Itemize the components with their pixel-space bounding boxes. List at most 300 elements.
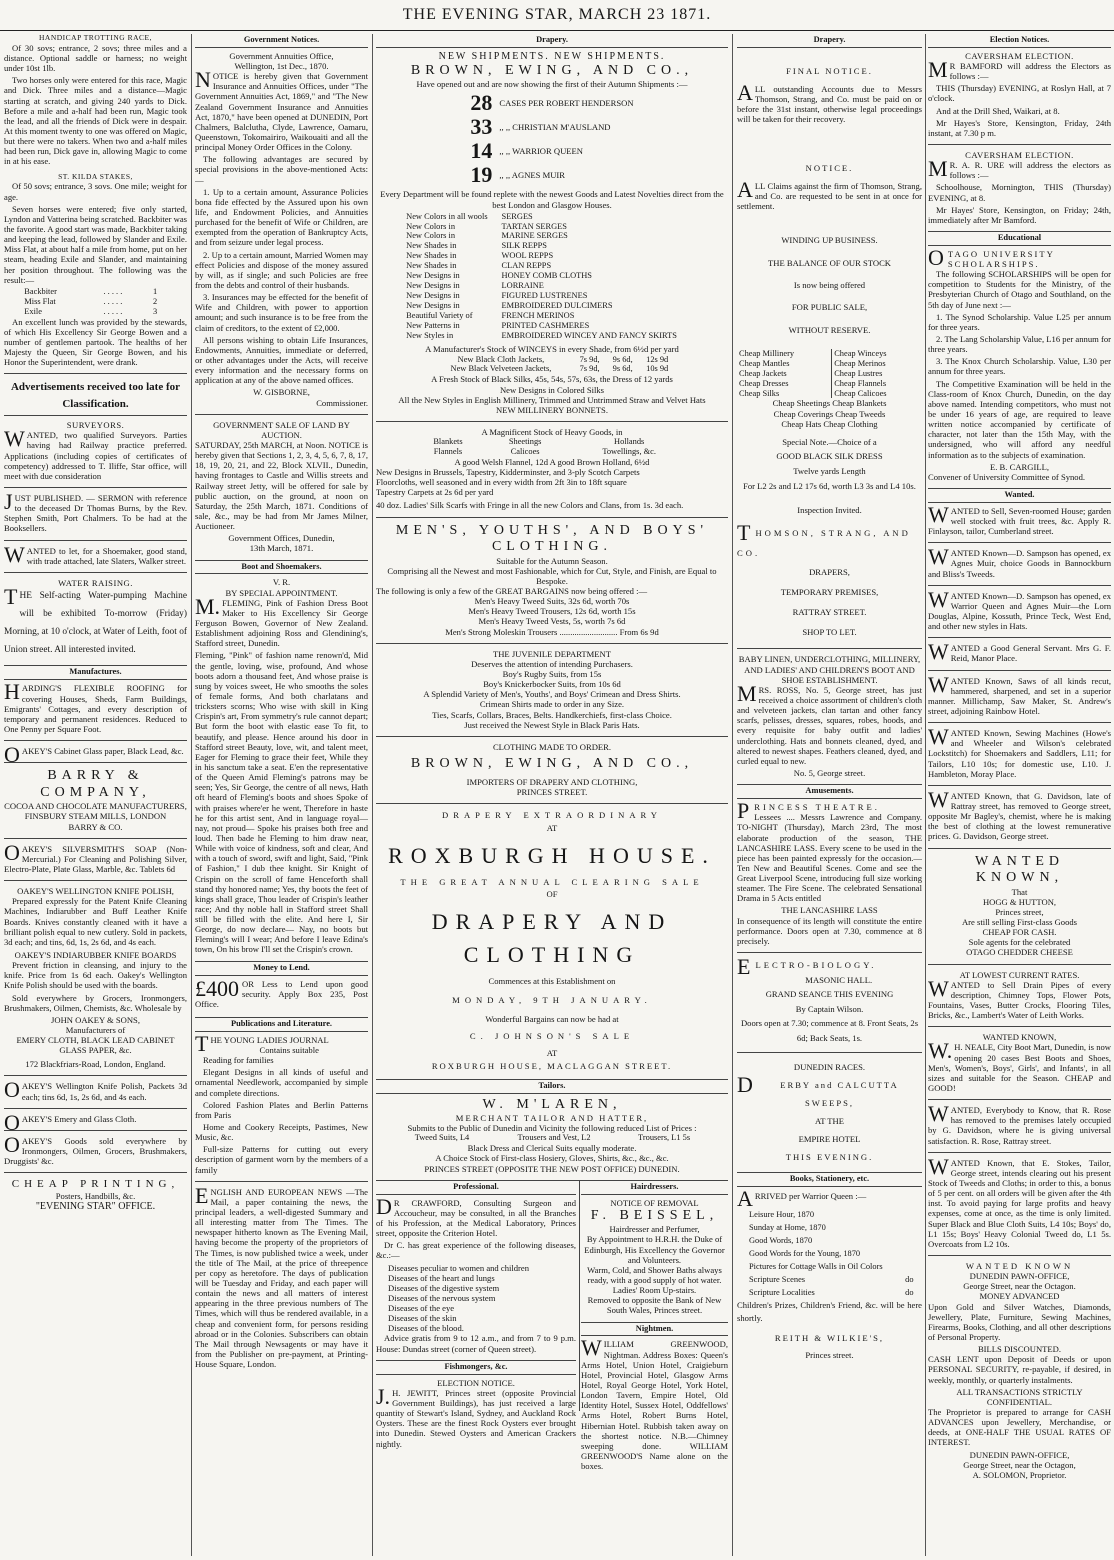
intro: Have opened out and are now showing the first of their Autumn Shipments :— bbox=[416, 79, 688, 90]
scholarship-ad bbox=[928, 244, 1111, 482]
mclaren-text: Submits to the Public of Dunedin and Vicinity the following reduced List of Prices : bbox=[407, 1123, 697, 1134]
divider bbox=[4, 1075, 187, 1076]
shipments-heading: NEW SHIPMENTS. NEW SHIPMENTS. bbox=[438, 50, 666, 62]
millinery-text: All the New Styles in English Millinery, Trimmed and Untrimmed Straw and Velvet Hats bbox=[398, 394, 706, 405]
handicap-article bbox=[4, 43, 187, 167]
scholarship-heading: OTAGO UNIVERSITY SCHOLARSHIPS. bbox=[928, 244, 1055, 270]
paragraph: THIS (Thursday) EVENING, at Roslyn Hall, at 7 o'clock. bbox=[928, 83, 1111, 104]
table-row bbox=[404, 231, 700, 241]
beissel-text-3: Removed to opposite the Bank of New South Wales, Princes street. bbox=[587, 1295, 722, 1316]
beissel-ad bbox=[581, 1198, 728, 1316]
divider bbox=[928, 670, 1111, 671]
knife-heading: OAKEY'S WELLINGTON KNIFE POLISH, bbox=[17, 886, 174, 897]
book-note bbox=[903, 1208, 917, 1221]
jacket-price: 9s 6d, bbox=[612, 364, 633, 374]
goods-label: New Colors in bbox=[406, 231, 456, 241]
case-label: CASES PER ROBERT HENDERSON bbox=[499, 98, 634, 109]
of-text: OF bbox=[546, 889, 558, 900]
reith-name: REITH & WILKIE'S, bbox=[774, 1332, 885, 1343]
paragraph: MRS. ROSS, No. 5, George street, has just received a choice assortment of children's cloth and velveteen jackets, clan tartan and other fancy scarfs, pelisses, dresses, squares, robes, hoods, and every requisite for baby outfit and ladies' underclothing. Hats and bonnets cleaned, dyed, and altered to newest shapes. Feathers cleaned, dyed, and curled equal to new. bbox=[737, 680, 922, 766]
neale-ad bbox=[928, 1032, 1111, 1093]
printing-ad bbox=[4, 1178, 187, 1213]
table-row bbox=[737, 359, 922, 369]
claims-notice bbox=[737, 163, 922, 212]
result-name: Miss Flat bbox=[24, 296, 56, 306]
column-5 bbox=[928, 34, 1111, 1556]
paragraph: WANTED Known, that E. Stokes, Tailor, George street, intends clearing out his present Stock of Tweeds and Cloths; in order to this, a bonus of 5 per cent. on all orders will be given after the 4th inst. To avoid paying for large profits and heavy expenses, come at once, as the time is only limited. Super Black and Blue Cloth Suits, L4 10s; Boys' do, L1 15s; Boys' Heavy Colonial Tweed do, L1 5s. Overcoats from L2 10s. bbox=[928, 1153, 1111, 1249]
ross-ad bbox=[737, 654, 922, 778]
hogg-name: HOGG & HUTTON, bbox=[982, 896, 1057, 907]
goods-label: New Shades in bbox=[406, 251, 457, 261]
bonnets-text: NEW MILLINERY BONNETS. bbox=[496, 404, 608, 415]
suit-item: Men's Heavy Tweed Trousers, 12s 6d, worth 15s bbox=[468, 606, 636, 617]
pawn-signature: A. SOLOMON, Proprietor. bbox=[972, 1469, 1067, 1480]
balance-text: THE BALANCE OF OUR STOCK bbox=[767, 257, 892, 268]
silk-heading: GOOD BLACK SILK DRESS bbox=[776, 451, 883, 462]
final-notice bbox=[737, 66, 922, 125]
goods-label: New Designs in bbox=[406, 271, 460, 281]
goods-value: EMBROIDERED DULCIMERS bbox=[501, 300, 613, 310]
table-row bbox=[404, 222, 700, 232]
final-heading: FINAL NOTICE. bbox=[786, 65, 873, 76]
tapestry-text: Tapestry Carpets at 2s 6d per yard bbox=[376, 487, 494, 498]
poem: Fleming, "Pink" of fashion name renown'd, Mid the gentle, loving, wise, profound, And whose boots adorn a thousand feet, And whose praise is sung by voices sweet, He who smooths the soles of female forms, And both charlatans and tricksters scorns; Who wise with skill in King Crispin's art, From symmetry's rule cannot depart; But form the boot with elastic ease To fit, to beautify, and please. Hence around his door in Stafford street Beauty, love, wit, and talent meet, Eager for Fleming to grace their feet, While they in his sanctum take a seat. E'en the representative of the Queen Amid Fleming's patrons may be seen; Yes, Sir George, the centre of all news, Hath oft heard of Fleming's boots and shoes Spoke of with praises where'er he went, Therefore in haste he for this artist sent, And in language royal—nay, not proud— Spoke his praises both free and loud. Then bade he Fleming to him draw near, While with voice of kindness, soft and clear, And with a touch of sword, swift and light, Said, "Pink of Fashion," I dub thee knight. Sir Knight of Crispin on the scroll of fame Henceforth shall stand thy honored name; Yes, thy boots the feet of kings shall grace, Thou leader of Crispin's leather race; And thy noble hall in Stafford street Shall still be filled with the elite. And here I, Sir George, do now declare— Nay, no boots but Fleming's will I wear; And before I leave Edina's town, On his brow I'll set the Crispin's crown. bbox=[195, 650, 368, 955]
result-pos: 3 bbox=[152, 306, 158, 316]
lowest-rates: AT LOWEST CURRENT RATES. bbox=[959, 969, 1080, 980]
made-to-order: CLOTHING MADE TO ORDER. bbox=[492, 741, 612, 752]
pawn-heading: WANTED KNOWN bbox=[965, 1260, 1074, 1271]
crimean-text-2: Crimean Shirts made to order in any Size. bbox=[479, 699, 625, 710]
table-row bbox=[404, 281, 700, 291]
paragraph: WANTED Known, Saws of all kinds recut, hammered, sharpened, and set in a superior manner. Millichamp, Saw Maker, St. Andrew's street, adjoining Rainbow Hotel. bbox=[928, 671, 1111, 717]
table-row bbox=[404, 212, 700, 222]
goods-label: New Shades in bbox=[406, 261, 457, 271]
table-row bbox=[469, 139, 634, 163]
goods-value: SILK REPPS bbox=[501, 241, 547, 251]
paragraph: M.FLEMING, Pink of Fashion Dress Boot Maker to His Excellency Sir George Ferguson Bowen, Governor of New Zealand. Establishment adjoining Ross and Glendining's, Stafford street, Dunedin. bbox=[195, 593, 368, 649]
list-item: Colored Fashion Plates and Berlin Patterns from Paris bbox=[195, 1099, 368, 1120]
amusements-heading: Amusements. bbox=[737, 784, 922, 799]
price: Trousers, L1 5s bbox=[638, 1133, 691, 1143]
electro-heading: ELECTRO-BIOLOGY. bbox=[737, 954, 877, 980]
appointment: BY SPECIAL APPOINTMENT. bbox=[225, 587, 338, 598]
removal-heading: NOTICE OF REMOVAL bbox=[610, 1197, 699, 1208]
jewitt-ad bbox=[376, 1383, 576, 1449]
book-note: do bbox=[905, 1287, 914, 1297]
dots: . . . . . bbox=[103, 296, 123, 306]
table-row bbox=[404, 321, 700, 331]
table-row bbox=[394, 1133, 711, 1143]
paragraph: WANTED a Good General Servant. Mrs G. F. Reid, Manor Place. bbox=[928, 639, 1111, 665]
goods-label: New Colors in all wools bbox=[406, 211, 488, 221]
divider bbox=[928, 144, 1111, 145]
book-note bbox=[903, 1247, 917, 1260]
table-row bbox=[22, 287, 168, 297]
paragraph: Prevent friction in cleansing, and injury to the knife. Price from 1s 6d each. Oakey's Wellington Knife Polish should be used with the boards. bbox=[4, 960, 187, 991]
at-text: AT bbox=[546, 1047, 558, 1058]
pawn-name: DUNEDIN PAWN-OFFICE, bbox=[969, 1271, 1070, 1282]
table-row bbox=[747, 1247, 917, 1260]
royal-cipher: V. R. bbox=[272, 577, 291, 588]
column-3 bbox=[376, 34, 728, 1556]
book-note bbox=[903, 1221, 917, 1234]
table-row bbox=[429, 355, 675, 365]
paragraph: The following SCHOLARSHIPS will be open for competition to Students for the Ministry, of the Presbyterian Church of Otago and Southland, on the 5th day of June next :— bbox=[928, 269, 1111, 310]
table-row bbox=[404, 311, 700, 321]
juvenile-ad bbox=[376, 649, 728, 730]
paragraph: OAKEY'S Wellington Knife Polish, Packets 3d each; tins 6d, 1s, 2s 6d, and 4s each. bbox=[4, 1077, 187, 1103]
journal-ad bbox=[195, 1030, 368, 1175]
book-note: do bbox=[905, 1274, 914, 1284]
paragraph: WANTED to Sell, Seven-roomed House; garden well stocked with fruit trees, &c. Apply R. Finlayson, tailor, Cumberland street. bbox=[928, 501, 1111, 537]
list-item: 2. The Lang Scholarship Value, L16 per annum for three years. bbox=[928, 334, 1111, 355]
mclaren-sub: MERCHANT TAILOR AND HATTER, bbox=[455, 1113, 649, 1124]
fishmongers-heading: Fishmongers, &c. bbox=[376, 1360, 576, 1375]
barry-ad bbox=[4, 768, 187, 831]
notice-heading: NOTICE. bbox=[805, 162, 854, 173]
paragraph: Children's Prizes, Children's Friend, &c. will be here shortly. bbox=[737, 1300, 922, 1324]
wanted-ad bbox=[928, 639, 1111, 665]
brown-ewing-address: PRINCES STREET. bbox=[516, 786, 588, 797]
divider bbox=[4, 1130, 187, 1131]
divider bbox=[4, 880, 187, 881]
disease-item: Diseases of the digestive system bbox=[388, 1282, 500, 1293]
goods-label: New Colors in bbox=[406, 221, 456, 231]
item: Cheap Merinos bbox=[834, 358, 886, 368]
paragraph: WANTED Known—D. Sampson has opened, ex Agnes Muir, choice Goods in Bannockburn and Bliss's Tweeds. bbox=[928, 544, 1111, 579]
jacket-label: New Black Velveteen Jackets, bbox=[450, 364, 552, 374]
goods-label: New Designs in bbox=[406, 290, 460, 300]
jacket-price: 7s 9d, bbox=[579, 364, 600, 374]
theatre-name: PRINCESS THEATRE. bbox=[737, 798, 880, 824]
juvenile-heading: THE JUVENILE DEPARTMENT bbox=[492, 648, 612, 659]
winding-up-ad bbox=[737, 229, 922, 341]
divider bbox=[928, 964, 1111, 965]
arrived-text: ARRIVED per Warrior Queen :— bbox=[737, 1185, 867, 1211]
lancashire: THE LANCASHIRE LASS bbox=[781, 905, 878, 916]
barry-name: BARRY & COMPANY, bbox=[40, 768, 151, 800]
table-row bbox=[404, 301, 700, 311]
wanted-ad bbox=[928, 671, 1111, 717]
paragraph: MR. A. R. URE will address the electors as follows :— bbox=[928, 156, 1111, 182]
item: Calicoes bbox=[510, 446, 540, 456]
paragraph: SATURDAY, 25th MARCH, at Noon. NOTICE is hereby given that Sections 1, 2, 3, 4, 5, 6, 7, 8, 17, 18, 19, 20, 21, and 22, Block XLVII., Dunedin, having frontages to Castle and Willis streets and Railway street Jetty, will be offered for sale by public auction, on the ground, at noon on Saturday, the 25th March, 1871. Conditions of sale, &c., may be had from Mr James Milner, Auctioneer. bbox=[195, 439, 368, 532]
dots: . . . . . bbox=[103, 286, 123, 296]
goods-value: FRENCH MERINOS bbox=[501, 310, 575, 320]
paragraph: Lessees .... Messrs Lawrence and Company. TO-NIGHT (Thursday), March 23rd, The most elaborate production of the season, THE LANCASHIRE LASS. Every scene to be used in the piece has been painted expressly for the occasion.—Ten New and Beautiful Scenes. Come and see the Great Liverpool Scene, introducing full size working steamer. The Fire Scene. The celebrated Sensational Drama in 5 Acts entitled bbox=[737, 812, 922, 904]
scarfs-text: 40 doz. Ladies' Silk Scarfs with Fringe in all the new Colors and Clans, from 1s. 3d each. bbox=[376, 500, 684, 511]
annuities-signature: W. GISBORNE, bbox=[253, 387, 310, 398]
mclaren-address: PRINCES STREET (OPPOSITE THE NEW POST OFFICE) DUNEDIN. bbox=[424, 1163, 680, 1174]
bottom-split bbox=[376, 1180, 728, 1472]
paragraph: Dr C. has great experience of the following diseases, &c.:— bbox=[376, 1240, 576, 1261]
hogg-that: That bbox=[1011, 886, 1028, 897]
table-row bbox=[747, 1286, 917, 1299]
empire-hotel: EMPIRE HOTEL bbox=[798, 1133, 861, 1144]
item: Cheap Flannels bbox=[834, 378, 887, 388]
disease-item: Diseases peculiar to women and children bbox=[388, 1262, 530, 1273]
silks-text: A Fresh Stock of Black Silks, 45s, 54s, 57s, 63s, the Dress of 12 yards bbox=[431, 374, 673, 385]
fleming-ad bbox=[195, 577, 368, 954]
divider bbox=[737, 1052, 922, 1053]
races-heading: DUNEDIN RACES. bbox=[793, 1061, 866, 1072]
table-row bbox=[469, 163, 634, 187]
knife-polish-ad bbox=[4, 886, 187, 1069]
table-row bbox=[404, 251, 700, 261]
list-item: Reading for families bbox=[203, 1055, 274, 1066]
item: Towellings, &c. bbox=[602, 446, 656, 456]
case-count: 33 bbox=[470, 114, 493, 140]
result-name: Backbiter bbox=[24, 286, 57, 296]
drapers-text: DRAPERS, bbox=[809, 567, 850, 578]
divider bbox=[4, 838, 187, 839]
paragraph: Of 50 sovs; entrance, 3 sovs. One mile; weight for age. bbox=[4, 181, 187, 202]
paragraph: Advice gratis from 9 to 12 a.m., and from 7 to 9 p.m. House: Dundas street (corner of Queen street). bbox=[376, 1333, 576, 1354]
paragraph: WANTED, two qualified Surveyors. Parties having had Railway practice preferred. Applications (including copies of certificates of competency) addressed to T. Iliffe, Star office, will meet with due consideration bbox=[4, 426, 187, 481]
boot-heading: Boot and Shoemakers. bbox=[195, 560, 368, 575]
colored-silks-text: New Designs in Colored Silks bbox=[499, 384, 605, 395]
item: Blankets bbox=[433, 437, 463, 447]
divider bbox=[376, 517, 728, 518]
without-text: WITHOUT RESERVE. bbox=[788, 324, 871, 335]
divider bbox=[376, 803, 728, 804]
roxburgh-house: ROXBURGH HOUSE. bbox=[388, 842, 716, 868]
clearing-heading: THE GREAT ANNUAL CLEARING SALE bbox=[400, 876, 704, 887]
goods-value: WOOL REPPS bbox=[501, 251, 554, 261]
beissel-text-2: Warm, Cold, and Shower Baths always ready, with a good supply of hot water. Ladies' Room Up-stairs. bbox=[587, 1264, 722, 1296]
stakes-article bbox=[4, 181, 187, 367]
item: Cheap Winceys bbox=[834, 348, 887, 358]
paragraph: Schoolhouse, Mornington, THIS (Thursday) EVENING, at 8. bbox=[928, 182, 1111, 203]
paragraph: WANTED, Everybody to Know, that R. Rose has removed to the premises lately occupied by G. Davidson, where he is giving universal satisfaction. R. Rose, Rattray street. bbox=[928, 1101, 1111, 1146]
heavy-goods-heading: A Magnificent Stock of Heavy Goods, in bbox=[481, 426, 623, 437]
list-item: 1. The Synod Scholarship. Value L25 per annum for three years. bbox=[928, 311, 1111, 332]
table-row bbox=[411, 447, 693, 457]
goods-value: TARTAN SERGES bbox=[501, 221, 567, 231]
barry-address: FINSBURY STEAM MILLS, LONDON bbox=[24, 811, 167, 822]
cheap-more bbox=[737, 398, 922, 428]
neale-heading: WANTED KNOWN, bbox=[982, 1032, 1057, 1043]
pawn-address-2: George Street, near the Octagon, bbox=[963, 1459, 1076, 1470]
at-the: AT THE bbox=[814, 1115, 845, 1126]
table-row bbox=[22, 297, 168, 307]
list-item: 2. Up to a certain amount, Married Women may effect Policies and dispose of the money assured by will, as if single; and such Policies are free from the debts and control of their husbands. bbox=[195, 249, 368, 290]
crimean-text: A Splendid Variety of Men's, Youths', and Boys' Crimean and Dress Shirts. bbox=[423, 689, 681, 700]
surveyors-heading: SURVEYORS. bbox=[66, 420, 125, 431]
goods-value: LORRAINE bbox=[501, 280, 544, 290]
divider bbox=[928, 542, 1111, 543]
barry-signature: BARRY & CO. bbox=[68, 821, 123, 832]
mclaren-text-2: Black Dress and Clerical Suits equally moderate. bbox=[467, 1143, 637, 1154]
water-heading: WATER RAISING. bbox=[58, 577, 133, 588]
educational-heading: Educational bbox=[928, 231, 1111, 246]
special-note: Special Note.—Choice of a bbox=[782, 436, 877, 447]
boards-heading: OAKEY'S INDIARUBBER KNIFE BOARDS bbox=[14, 949, 177, 960]
paragraph: WANTED to let, for a Shoemaker, good stand, with trade attached, late Slaters, Walker street. bbox=[4, 541, 187, 567]
races-ad bbox=[737, 1058, 922, 1166]
clothing-text: Comprising all the Newest and most Fashionable, which for Cut, Style, and Finish, are Equal to Bespoke. bbox=[387, 565, 717, 586]
divider bbox=[376, 736, 728, 737]
table-row bbox=[429, 364, 675, 374]
item: Cheap Lustres bbox=[834, 368, 883, 378]
divider bbox=[4, 487, 187, 488]
table-row bbox=[747, 1273, 917, 1286]
thomson-name: THOMSON, STRANG, AND CO. bbox=[737, 519, 911, 558]
goods-label: New Designs in bbox=[406, 280, 460, 290]
mclaren-prices bbox=[394, 1133, 711, 1143]
monday-date: MONDAY, 9TH JANUARY. bbox=[452, 995, 652, 1006]
divider bbox=[737, 952, 922, 953]
table-row bbox=[404, 271, 700, 281]
paragraph: Prepared expressly for the Patent Knife Cleaning Machines, Indiarubber and Buff Leather Knife Boards. Knives constantly cleaned with it have a brilliant polish equal to new cutlery. Sold in packets, 3d each; and tins, 6d, 1s, 2s 6d, and 4s each. bbox=[4, 896, 187, 947]
case-label: ,, ,, WARRIOR QUEEN bbox=[499, 146, 584, 157]
oakey-sons: JOHN OAKEY & SONS, bbox=[51, 1014, 140, 1025]
goods-label: New Styles in bbox=[406, 330, 454, 340]
book-title: Leisure Hour, 1870 bbox=[749, 1209, 815, 1219]
results-table bbox=[22, 287, 168, 317]
book-note bbox=[903, 1234, 917, 1247]
thomson-ad bbox=[737, 519, 922, 643]
suit-item: Men's Heavy Tweed Vests, 5s, worth 7s 6d bbox=[478, 616, 626, 627]
divider bbox=[376, 421, 728, 422]
divider bbox=[4, 1172, 187, 1173]
paragraph: CASH LENT upon Deposit of Deeds or upon PERSONAL SECURITY, re-payable, if desired, in weekly, monthly, or quarterly instalments. bbox=[928, 1354, 1111, 1385]
disease-item: Diseases of the nervous system bbox=[388, 1292, 496, 1303]
paragraph: The Competitive Examination will be held in the Class-room of Knox Church, Dunedin, on the day above named. Intending competitors, who must not be under 16 years of age, are required to leave written notice accompanied by certificate of character, not later than the 15th May, with the undersigned, who will afford any needful information as to the subjects of examination. bbox=[928, 378, 1111, 460]
land-sale-notice bbox=[195, 420, 368, 554]
paragraph: OAKEY'S SILVERSMITH'S SOAP (Non-Mercurial.) For Cleaning and Polishing Silver, Electro-Plate, Plate Glass, Marble, &c. Tablets 6d bbox=[4, 839, 187, 874]
price: Trousers and Vest, L2 bbox=[517, 1133, 591, 1143]
annuities-date: Wellington, 1st Dec., 1870. bbox=[234, 61, 329, 72]
masonic-hall: MASONIC HALL. bbox=[805, 974, 873, 985]
hogg-cash: CHEAP FOR CASH. bbox=[982, 927, 1057, 938]
electro-ad bbox=[737, 954, 922, 1046]
oakey-emery-ad bbox=[4, 1109, 187, 1135]
paragraph: An excellent lunch was provided by the stewards, of which His Excellency Sir George Bowen and a number of gentlemen partook. The healths of her Majesty the Queen, Sir George Bowen, and his Honor the Superintendent, were drank. bbox=[4, 316, 187, 368]
divider bbox=[928, 848, 1111, 849]
masthead: THE EVENING STAR, MARCH 23 1871. bbox=[0, 0, 1114, 31]
item: Cheap Sheetings Cheap Blankets bbox=[772, 398, 887, 409]
seance-heading: GRAND SEANCE THIS EVENING bbox=[765, 989, 894, 1000]
beissel-text: By Appointment to H.R.H. the Duke of Edinburgh, His Excellency the Governor and Volunteers. bbox=[584, 1234, 725, 1265]
cases-table bbox=[469, 91, 634, 187]
disease-item: Diseases of the skin bbox=[388, 1313, 457, 1324]
dots: . . . . . bbox=[103, 306, 123, 316]
pawn-name-2: DUNEDIN PAWN-OFFICE, bbox=[969, 1449, 1070, 1460]
baby-heading: BABY LINEN, UNDERCLOTHING, MILLINERY, AND LADIES' AND CHILDREN'S BOOT AND SHOE ESTABLISHMENT. bbox=[738, 654, 921, 685]
annuities-signature-title: Commissioner. bbox=[316, 397, 368, 408]
list-item: Full-size Patterns for cutting out every description of garment worn by the members of a family bbox=[195, 1144, 368, 1175]
books-ad bbox=[737, 1185, 922, 1362]
price: Tweed Suits, L4 bbox=[414, 1133, 470, 1143]
goods-label: Beautiful Variety of bbox=[406, 310, 473, 320]
paragraph: Of 30 sovs; entrance, 2 sovs; three miles and a distance. Optional saddle or harness; no weight under 10st 1lb. bbox=[4, 42, 187, 74]
mclaren-text-3: A Choice Stock of First-class Hosiery, Gloves, Shirts, &c., &c., &c. bbox=[435, 1153, 669, 1164]
juvenile-item: Boy's Rugby Suits, from 15s bbox=[502, 669, 602, 680]
commences-text: Commences at this Establishment on bbox=[488, 976, 616, 987]
divider bbox=[4, 762, 187, 763]
jacket-price: 12s 9d bbox=[646, 354, 669, 364]
ure-ad bbox=[928, 150, 1111, 225]
silk-dress-ad bbox=[737, 435, 922, 518]
table-row bbox=[747, 1260, 917, 1273]
paragraph: DR CRAWFORD, Consulting Surgeon and Accoucheur, may be consulted, in all the Branches of his Profession, at the Medical Laboratory, Princes street, opposite the Criterion Hotel. bbox=[376, 1193, 576, 1239]
table-row bbox=[404, 291, 700, 301]
hogg-cheese: OTAGO CHEDDER CHEESE bbox=[966, 947, 1073, 958]
bamford-ad bbox=[928, 51, 1111, 138]
table-row bbox=[404, 261, 700, 271]
money-amount: £400 bbox=[195, 975, 239, 1001]
paragraph: Sold everywhere by Grocers, Ironmongers, Brushmakers, Oilmen, Chemists, &c. Wholesale by bbox=[4, 992, 187, 1013]
mclaren-name: W. M'LAREN, bbox=[482, 1096, 622, 1112]
wanted-ad bbox=[928, 724, 1111, 779]
goods-value: PRINTED CASHMERES bbox=[501, 320, 590, 330]
item: Cheap Coverings Cheap Tweeds bbox=[773, 408, 886, 419]
pawn-bills: BILLS DISCOUNTED. bbox=[977, 1344, 1062, 1355]
land-signature: Government Offices, Dunedin, bbox=[228, 533, 335, 544]
ross-address: No. 5, George street. bbox=[793, 768, 866, 779]
clothing-ad bbox=[376, 523, 728, 637]
divider bbox=[4, 1108, 187, 1109]
case-count: 19 bbox=[470, 162, 493, 188]
moleskin-item: Men's Strong Moleskin Trousers ........................... From 6s 9d bbox=[445, 626, 659, 637]
paragraph: OAKEY'S Goods sold everywhere by Ironmongers, Oilmen, Grocers, Brushmakers, Druggists' &c. bbox=[4, 1131, 187, 1167]
goods-value: EMBROIDERED WINCEY AND FANCY SKIRTS bbox=[501, 330, 677, 340]
books-heading: Books, Stationery, etc. bbox=[737, 1172, 922, 1187]
floorcloths-text: Floorcloths, well seasoned and in every width from 2ft 3in to 18ft square bbox=[376, 477, 627, 488]
item: Cheap Hats Cheap Clothing bbox=[781, 418, 878, 429]
roxburgh-address: ROXBURGH HOUSE, MACLAGGAN STREET. bbox=[431, 1060, 673, 1071]
caversham-heading: CAVERSHAM ELECTION. bbox=[965, 50, 1074, 61]
disease-item: Diseases of the blood. bbox=[388, 1323, 464, 1334]
divider bbox=[928, 1152, 1111, 1153]
list-item: Elegant Designs in all kinds of useful and ornamental Needlework, accompanied by simple and complete directions. bbox=[195, 1067, 368, 1098]
column-divider bbox=[925, 34, 926, 1556]
public-sale-text: FOR PUBLIC SALE, bbox=[791, 302, 868, 313]
paragraph: OAKEY'S Cabinet Glass paper, Black Lead, &c. bbox=[4, 742, 184, 768]
oakey-sons-sub: Manufacturers of bbox=[65, 1024, 126, 1035]
late-ads-heading: Advertisements received too late for Classification. bbox=[4, 379, 187, 416]
paragraph: ALL Claims against the firm of Thomson, Strang, and Co. are requested to be sent in at once for settlement. bbox=[737, 176, 922, 212]
paragraph: All persons wishing to obtain Life Insurances, Endowments, Annuities, immediate or deferred, or other advantages under the Acts, will receive every information and the necessary forms on application at any of the above named offices. bbox=[195, 334, 368, 386]
column-divider bbox=[191, 34, 192, 1556]
case-count: 28 bbox=[470, 90, 493, 116]
divider bbox=[928, 1026, 1111, 1027]
money-ad bbox=[195, 975, 368, 1011]
jacket-label: New Black Cloth Jackets, bbox=[457, 354, 545, 364]
paragraph: HARDING'S FLEXIBLE ROOFING for covering Houses, Sheds, Farm Buildings, Emigrants' Cottages, and every description of temporary and permanent residences. Reduced to One Penny per Square Foot. bbox=[4, 679, 187, 734]
item: Cheap Calicoes bbox=[834, 388, 887, 398]
winceys-text: A Manufacturer's Stock of WINCEYS in every Shade, from 6½d per yard bbox=[425, 344, 679, 355]
brown-ewing-ad bbox=[376, 51, 728, 415]
this-evening: THIS EVENING. bbox=[785, 1151, 874, 1162]
hogg-ad bbox=[928, 854, 1111, 958]
offering-text: Is now being offered bbox=[793, 279, 866, 290]
rose-ad bbox=[928, 1101, 1111, 1146]
case-count: 14 bbox=[470, 138, 493, 164]
paragraph: NOTICE is hereby given that Government Insurance and Annuities Offices, under "The Government Annuities Act, 1869," and "The New Zealand Government Insurance and Annuities Act, 1870," have been opened at DUNEDIN, Port Chalmers, Balclutha, Clyde, Lawrence, Oamaru, Queenstown, Tokomairiro, Waikouaiti and all the principal Money Order Offices in the Colony. bbox=[195, 67, 368, 153]
paragraph: ENGLISH AND EUROPEAN NEWS —The Mail, a paper containing the news, the principal leaders, a well-digested Summary and all interesting matter from The Times. The newspaper hitherto known as The Evening Mail, having become the property of the proprietors of The Times, is now published twice a week, under the title of The Mail, at the price of threepence per copy as heretofore. The days of publication will be Tuesday and Friday, and each paper will contain the news and all matters of interest appearing in the three previous numbers of The Times, which will thus be rendered available, in a cheap and convenient form, for persons residing abroad or in the Colonies. Subscribers can obtain The Mail through Newsagents or may have it from the Publisher on pre-payment, at Printing-House Square, London. bbox=[195, 1182, 368, 1370]
emery-address: 172 Blackfriars-Road, London, England. bbox=[25, 1059, 166, 1070]
paragraph: W.H. NEALE, City Boot Mart, Dunedin, is now opening 20 cases Best Boots and Shoes, Men's, Women's, Boys', Girls', and Infants', in all sizes and suitable for the Season. CHEAP and GOOD! bbox=[928, 1038, 1111, 1093]
greenwood-ad bbox=[581, 1335, 728, 1472]
divider bbox=[4, 572, 187, 573]
book-title: Scripture Localities bbox=[749, 1287, 815, 1297]
paragraph: Two horses only were entered for this race, Magic and Dick. Three miles and a distance—Magic starting at scratch, and giving 240 yards to Dick. Before a mile and a-half had been run, Magic took the lead, and all the friends of Dick were in despair. At this moment twenty to one was offered on Magic, but there were no takers. When two and a-half miles had been run, Dick gave in, allowing Magic to come in at his ease. bbox=[4, 75, 187, 167]
divider bbox=[376, 643, 728, 644]
money-heading: Money to Lend. bbox=[195, 961, 368, 976]
stokes-ad bbox=[928, 1153, 1111, 1249]
